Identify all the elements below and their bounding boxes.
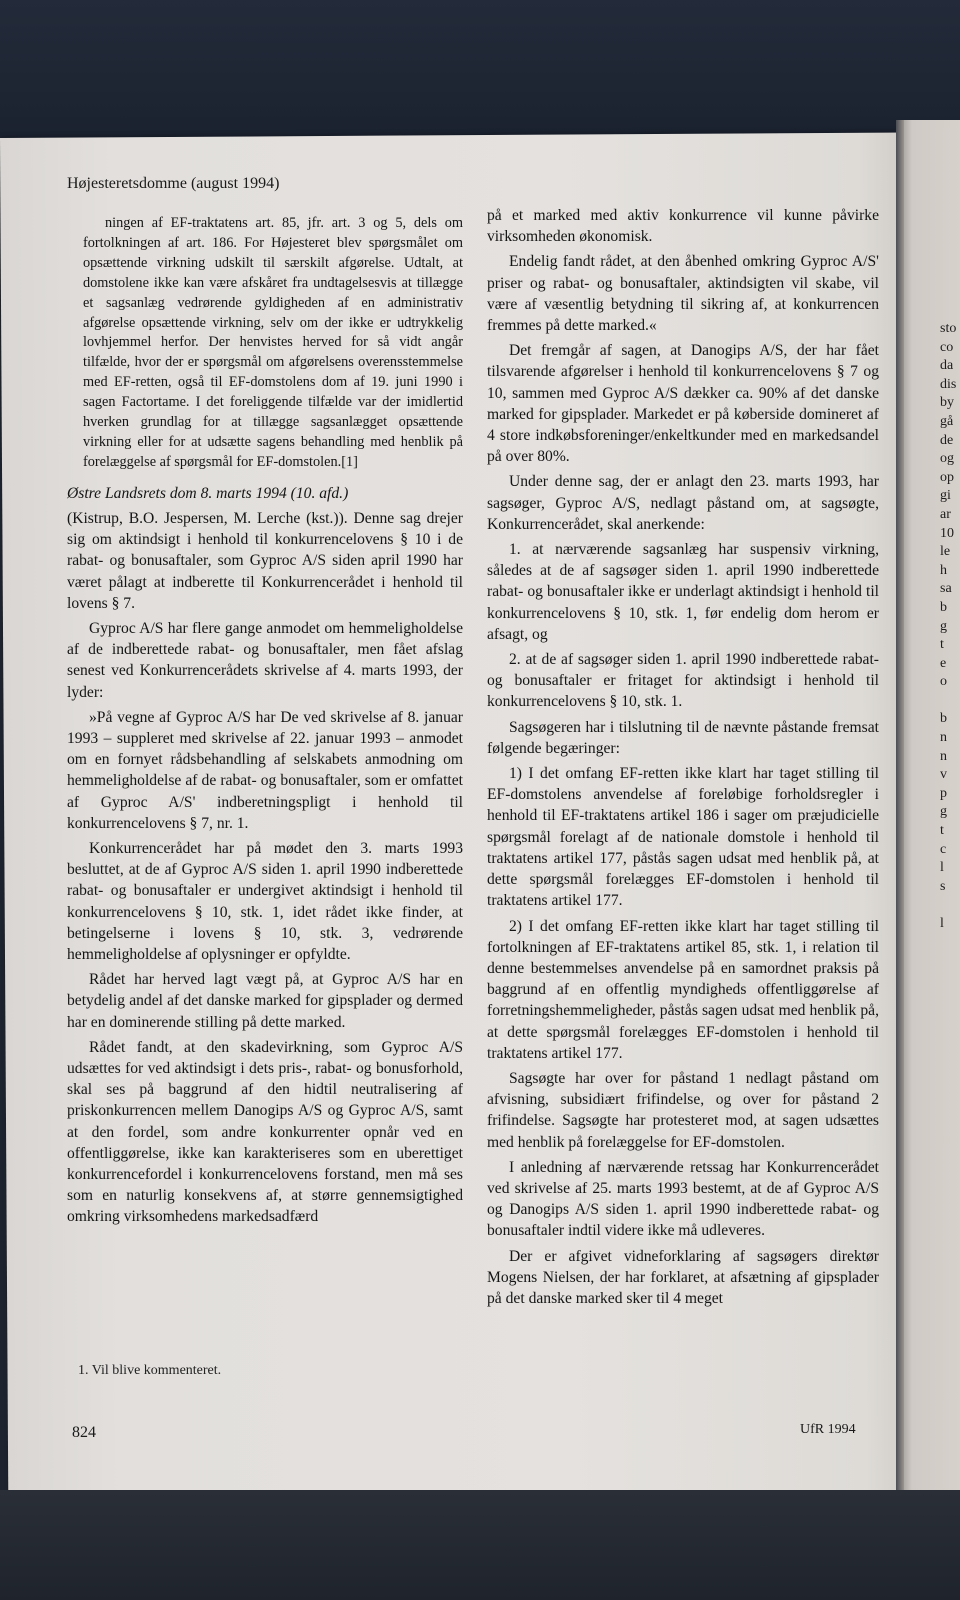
page-number: 824 [72, 1424, 96, 1441]
facing-page-fragment: n [940, 730, 947, 746]
facing-page-fragment: s [940, 878, 946, 894]
facing-page-fragment [940, 896, 960, 915]
facing-page-fragment: h [940, 562, 947, 578]
facing-page-fragment: g [940, 804, 947, 820]
facing-page-fragment: t [940, 637, 944, 653]
facing-page-fragment: og [940, 451, 954, 467]
facing-page-fragment: sto [940, 321, 957, 336]
left-column-paragraph: ningen af EF-traktatens art. 85, jfr. art. 3 og 5, dels om fortolkningen af art. 186. For Højesteret blev spørgsmålet om opsættende virkning udskilt til særskilt afgørelse. Udtalt, at domstolene ikke kan være afskåret fra undtagelsesvis at tillægge et sagsanlæg vedrørende gyldigheden af en administrativ afgørelse opsættende virkning, selv om der ikke er udtrykkelig lovhjemmel herfor. Der henvistes herved for så vidt angår tilfælde, hvor der er spørgsmål om afgørelsens overensstemmelse med EF-retten, også til EF-domstolens dom af 19. juni 1990 i sagen Factortame. I det foreliggende tilfælde var der imidlertid hverken grundlag for at tillægge sagsanlægget opsættende virkning eller for at udsætte sagens behandling med henblik på forelæggelse af spørgsmål for EF-domstolen.[1] [83, 215, 463, 470]
facing-page-fragment: 10 [940, 525, 954, 541]
journal-reference: UfR 1994 [800, 1422, 856, 1437]
background-top [0, 0, 960, 150]
facing-page-fragment: sa [940, 581, 952, 597]
facing-page-fragment: by [940, 395, 954, 411]
facing-page-text [940, 320, 960, 934]
facing-page-fragment: l [940, 860, 944, 876]
facing-page-fragment: gi [940, 488, 951, 504]
right-column-paragraph: Sagsøgte har over for påstand 1 nedlagt påstand om afvisning, subsidiært frifindelse, og over for påstand 2 frifindelse. Sagsøgte har protesteret mod, at sagen udsættes med henblik på forelæggelse for EF-domstolen. [487, 1069, 879, 1151]
background-bottom [0, 1490, 960, 1600]
facing-page-fragment: v [940, 767, 947, 783]
right-column-paragraph: Endelig fandt rådet, at den åbenhed omkring Gyproc A/S' priser og rabat- og bonusaftaler, aktindsigten vil skabe, vil være af væsentlig betydning til sikring af, at konkurrencen fremmes på dette marked.« [487, 253, 879, 335]
right-column [487, 205, 879, 1313]
left-column-paragraph: Rådet har herved lagt vægt på, at Gyproc A/S har en betydelig andel af det danske marked for gipsplader og dermed har en dominerende stilling på dette marked. [67, 971, 463, 1031]
right-column-paragraph: 2) I det omfang EF-retten ikke klart har taget stilling til fortolkningen af EF-traktatens artikel 85, stk. 1, i relation til denne bestemmelses anvendelse på en samordnet praksis på baggrund af en offentlig myndigheds offentliggørelse af forretningshemmeligheder, påstås sagen udsat med henblik på, at dette spørgsmål forelægges EF-domstolen i henhold til traktatens artikel 177. [487, 917, 879, 1062]
right-column-paragraph: 2. at de af sagsøger siden 1. april 1990 indberettede rabat- og bonusaftaler er fritaget for aktindsigt i henhold til konkurrencelovens § 10, stk. 1. [487, 651, 879, 711]
running-head: Højesteretsdomme (august 1994) [67, 175, 280, 192]
right-column-paragraph: på et marked med aktiv konkurrence vil kunne påvirke virksomheden økonomisk. [487, 207, 879, 246]
left-column-paragraph: Østre Landsrets dom 8. marts 1994 (10. afd.) [67, 484, 349, 502]
facing-page-fragment: le [940, 544, 951, 560]
right-column-paragraph: 1) I det omfang EF-retten ikke klart har taget stilling til EF-domstolens anvendelse af foreløbige forholdsregler i henhold til EF-traktatens artikel 186 i sager om præjudicielle spørgsmål forelagt af de nationale domstole i henhold til traktatens artikel 177, påstås sagen udsat med henblik på, at dette spørgsmål forelægges EF-domstolen i henhold til traktatens artikel 177. [487, 765, 879, 910]
facing-page-fragment: p [940, 785, 947, 801]
right-column-paragraph: Det fremgår af sagen, at Danogips A/S, der har fået tilsvarende afgørelser i henhold til konkurrencelovens § 7 og 10, sammen med Gyproc A/S dækker ca. 90% af det danske marked for gipsplader. Markedet er på køberside domineret af 4 store indkøbsforeninger/enkeltkunder med en markedsandel på over 80%. [487, 342, 879, 466]
facing-page-fragment: op [940, 469, 954, 485]
facing-page-fragment [940, 692, 960, 711]
left-column-paragraph: Rådet fandt, at den skadevirkning, som Gyproc A/S udsættes for ved aktindsigt i dets pris-, rabat- og bonusforhold, skal ses på baggrund af den hidtil neutralisering af priskonkurrencen mellem Danogips A/S og Gyproc A/S, samt at den fordel, som andre konkurrenter opnår ved en offentliggørelse, ikke kan karakteriseres som en uberettiget konkurrencefordel i konkurrencelovens forstand, men må ses som en naturlig konsekvens af, at større gennemsigtighed omkring virksomhedens markedsadfærd [67, 1038, 463, 1226]
facing-page-fragment: da [940, 358, 954, 374]
footnote: 1. Vil blive kommenteret. [78, 1363, 222, 1378]
right-column-paragraph: Sagsøgeren har i tilslutning til de nævnte påstande fremsat følgende begæringer: [487, 718, 879, 757]
facing-page-fragment: ar [940, 506, 951, 522]
left-column-paragraph: Konkurrencerådet har på mødet den 3. marts 1993 besluttet, at de af Gyproc A/S siden 1. april 1990 indberettede rabat- og bonusaftaler er undergivet aktindsigt i henhold til konkurrencelovens § 10, stk. 1, idet rådet ikke finder, at betingelserne i lovens § 10, stk. 3, vedrørende hemmeligholdelse af oplysninger er opfyldte. [67, 840, 463, 964]
facing-page-fragment: b [940, 711, 947, 727]
facing-page-fragment: g [940, 618, 947, 634]
facing-page-fragment: dis [940, 376, 957, 392]
left-column-paragraph: Gyproc A/S har flere gange anmodet om hemmeligholdelse af de indberettede rabat- og bonusaftaler, men fået afslag senest ved Konkurrencerådets skrivelse af 4. marts 1993, der lyder: [67, 620, 463, 701]
facing-page-fragment: b [940, 599, 947, 615]
facing-page-edge [896, 120, 960, 1490]
right-column-paragraph: Der er afgivet vidneforklaring af sagsøgers direktør Mogens Nielsen, der har forklaret, at afsætning af gipsplader på det danske marked sker til 4 meget [487, 1247, 879, 1307]
right-column-paragraph: I anledning af nærværende retssag har Konkurrencerådet ved skrivelse af 25. marts 1993 bestemt, at de af Gyproc A/S og Danogips A/S siden 1. april 1990 indberettede rabat- og bonusaftaler indtil videre ikke må udleveres. [487, 1158, 879, 1240]
left-column-paragraph: »På vegne af Gyproc A/S har De ved skrivelse af 8. januar 1993 – suppleret med skrivelse af 22. januar 1993 – anmodet om en fornyet rådsbehandling af selskabets anmodning om hemmeligholdelse af de rabat- og bonusaftaler, som er omfattet af Gyproc A/S' indberetningspligt i henhold til konkurrencelovens § 7, nr. 1. [67, 708, 463, 832]
right-column-paragraph: Under denne sag, der er anlagt den 23. marts 1993, har sagsøger, Gyproc A/S, nedlagt påstand om, at sagsøgte, Konkurrencerådet, skal anerkende: [487, 473, 879, 533]
left-column [67, 214, 463, 1232]
facing-page-fragment: o [940, 674, 947, 690]
facing-page-fragment: co [940, 339, 954, 355]
page-gutter [896, 120, 904, 1490]
facing-page-fragment: c [940, 841, 947, 857]
right-column-paragraph: 1. at nærværende sagsanlæg har suspensiv virkning, således at de af sagsøger siden 1. april 1990 indberettede rabat- og bonusaftaler ikke er underlagt aktindsigt i henhold til konkurrencelovens § 10, stk. 1, før endelig dom herom er afsagt, og [487, 541, 879, 643]
facing-page-fragment: l [940, 916, 944, 931]
facing-page-fragment: t [940, 823, 944, 839]
facing-page-fragment: gå [940, 413, 954, 429]
left-column-paragraph: (Kistrup, B.O. Jespersen, M. Lerche (kst.)). Denne sag drejer sig om aktindsigt i henhold til konkurrencelovens § 10 i de rabat- og bonusaftaler, som Gyproc A/S siden april 1990 har været pålagt at indberette til Konkurrencerådet i henhold til lovens § 7. [67, 509, 463, 612]
facing-page-fragment: e [940, 655, 947, 671]
facing-page-fragment: de [940, 432, 954, 448]
facing-page-fragment: n [940, 748, 947, 764]
